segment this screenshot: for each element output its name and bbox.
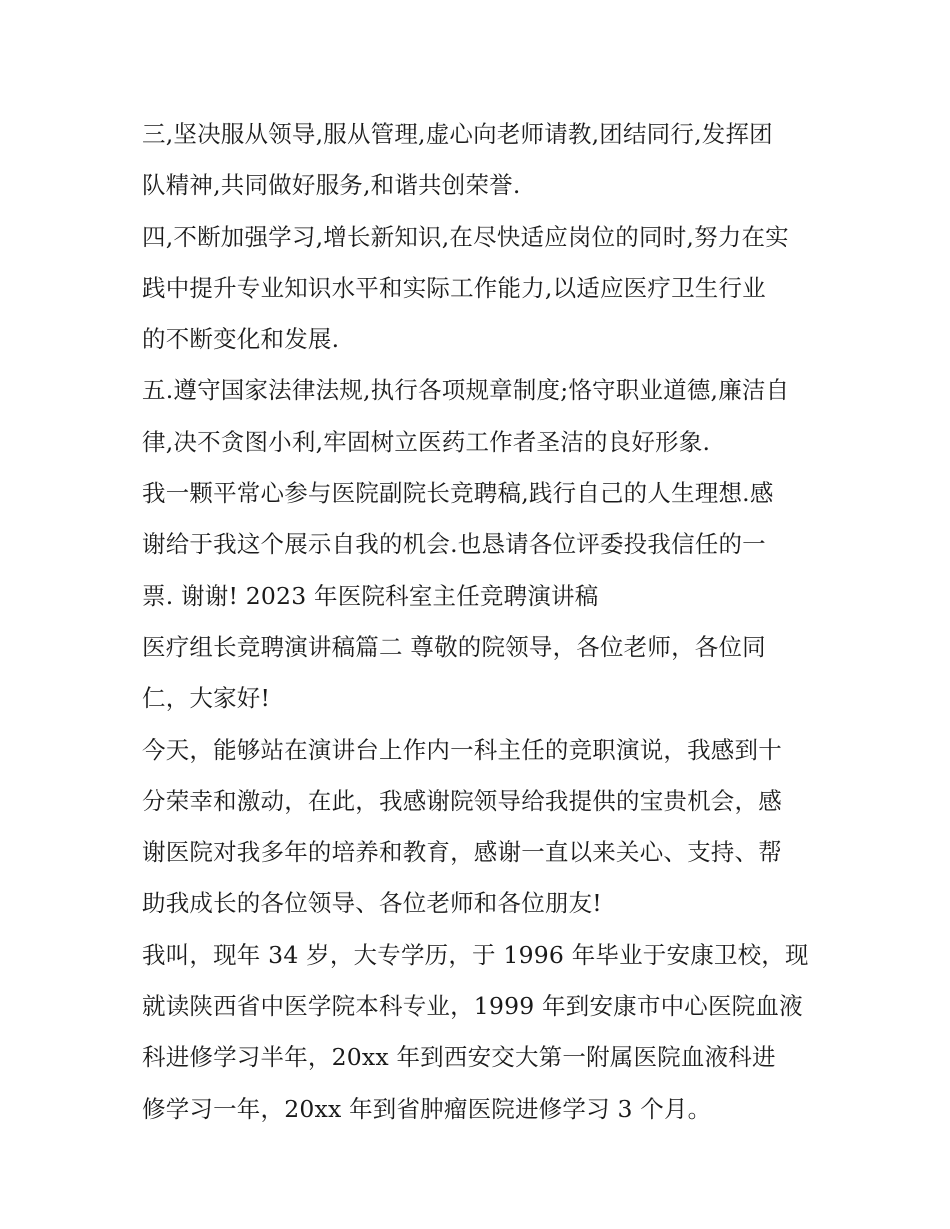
text-line: 今天，能够站在演讲台上作内一科主任的竞职演说，我感到十: [142, 735, 782, 764]
text-line: 践中提升专业知识水平和实际工作能力,以适应医疗卫生行业: [142, 273, 766, 302]
text-line: 律,决不贪图小利,牢固树立医药工作者圣洁的良好形象.: [142, 427, 711, 456]
text-line: 助我成长的各位领导、各位老师和各位朋友!: [142, 889, 602, 918]
text-line: 仁，大家好!: [142, 684, 271, 713]
text-line: 四,不断加强学习,增长新知识,在尽快适应岗位的同时,努力在实: [142, 222, 789, 251]
document-body: [142, 109, 832, 1135]
text-line: 三,坚决服从领导,服从管理,虚心向老师请教,团结同行,发挥团: [142, 120, 773, 148]
text-line: 谢给于我这个展示自我的机会.也恳请各位评委投我信任的一: [142, 530, 766, 559]
text-line: 我叫，现年 34 岁，大专学历，于 1996 年毕业于安康卫校，现: [142, 940, 809, 969]
text-line: 队精神,共同做好服务,和谐共创荣誉.: [142, 171, 521, 200]
text-line: 谢医院对我多年的培养和教育，感谢一直以来关心、支持、帮: [142, 838, 782, 867]
text-line: 就读陕西省中医学院本科专业，1999 年到安康市中心医院血液: [142, 992, 803, 1021]
text-line: 我一颗平常心参与医院副院长竞聘稿,践行自己的人生理想.感: [142, 479, 774, 508]
text-line: 分荣幸和激动，在此，我感谢院领导给我提供的宝贵机会，感: [142, 786, 782, 815]
text-line: 科进修学习半年，20xx 年到西安交大第一附属医院血液科进: [142, 1043, 776, 1072]
text-line: 修学习一年，20xx 年到省肿瘤医院进修学习 3 个月。: [142, 1094, 712, 1123]
text-line: 的不断变化和发展.: [142, 325, 340, 354]
text-line: 票. 谢谢! 2023 年医院科室主任竞聘演讲稿: [142, 581, 599, 610]
text-line: 五.遵守国家法律法规,执行各项规章制度;恪守职业道德,廉洁自: [142, 376, 790, 405]
text-line: 医疗组长竞聘演讲稿篇二 尊敬的院领导，各位老师，各位同: [142, 632, 766, 661]
